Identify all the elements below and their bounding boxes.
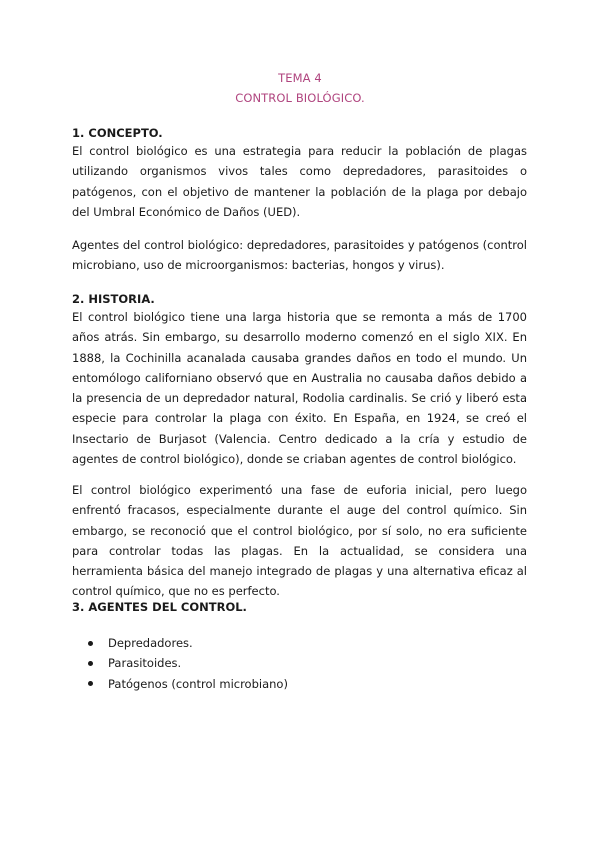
- list-item-label: Parasitoides.: [108, 656, 182, 671]
- list-item-label: Depredadores.: [108, 636, 193, 650]
- list-item-label: Patógenos (control microbiano): [108, 676, 288, 691]
- bullet-icon: [88, 641, 93, 646]
- section-heading-historia: 2. HISTORIA.: [72, 292, 155, 306]
- topic-label: TEMA 4: [278, 71, 322, 85]
- historia-paragraph-1: El control biológico tiene una larga historia que se remonta a más de 1700 años atrás. Sin embargo, su desarrollo moderno comenzó en el siglo XIX. En 1888, la Cochinilla acanalada causaba grandes daños en todo el mundo. Un entomólogo californiano observó que en Australia no causaba daños debido a la presencia de un depredador natural, Rodolia cardinalis. Se crió y liberó esta especie para controlar la plaga con éxito. En España, en 1924, se creó el Insectario de Burjasot (Valencia. Centro dedicado a la cría y estudio de agentes de control biológico), donde se criaban agentes de control biológico.: [72, 310, 527, 467]
- list-item: [88, 653, 288, 673]
- concepto-paragraph-2: Agentes del control biológico: depredadores, parasitoides y patógenos (control microbiano, uso de microorganismos: bacterias, hongos y virus).: [72, 238, 527, 273]
- historia-paragraph-2: El control biológico experimentó una fase de euforia inicial, pero luego enfrentó fracasos, especialmente durante el auge del control químico. Sin embargo, se reconoció que el control biológico, por sí solo, no era suficiente para controlar todas las plagas. En la actualidad, se considera una herramienta básica del manejo integrado de plagas y una alternativa eficaz al control químico, que no es perfecto.: [72, 483, 527, 599]
- list-item: [88, 674, 288, 694]
- bullet-icon: [88, 661, 93, 666]
- page-title: CONTROL BIOLÓGICO.: [235, 91, 365, 105]
- section-heading-concepto: 1. CONCEPTO.: [72, 126, 163, 140]
- list-item: [88, 633, 288, 653]
- agents-list: [88, 633, 288, 694]
- concepto-paragraph-1: El control biológico es una estrategia para reducir la población de plagas utilizando organismos vivos tales como depredadores, parasitoides o patógenos, con el objetivo de mantener la población de la plaga por debajo del Umbral Económico de Daños (UED).: [72, 144, 527, 219]
- bullet-icon: [88, 681, 93, 686]
- section-heading-agentes: 3. AGENTES DEL CONTROL.: [72, 600, 247, 614]
